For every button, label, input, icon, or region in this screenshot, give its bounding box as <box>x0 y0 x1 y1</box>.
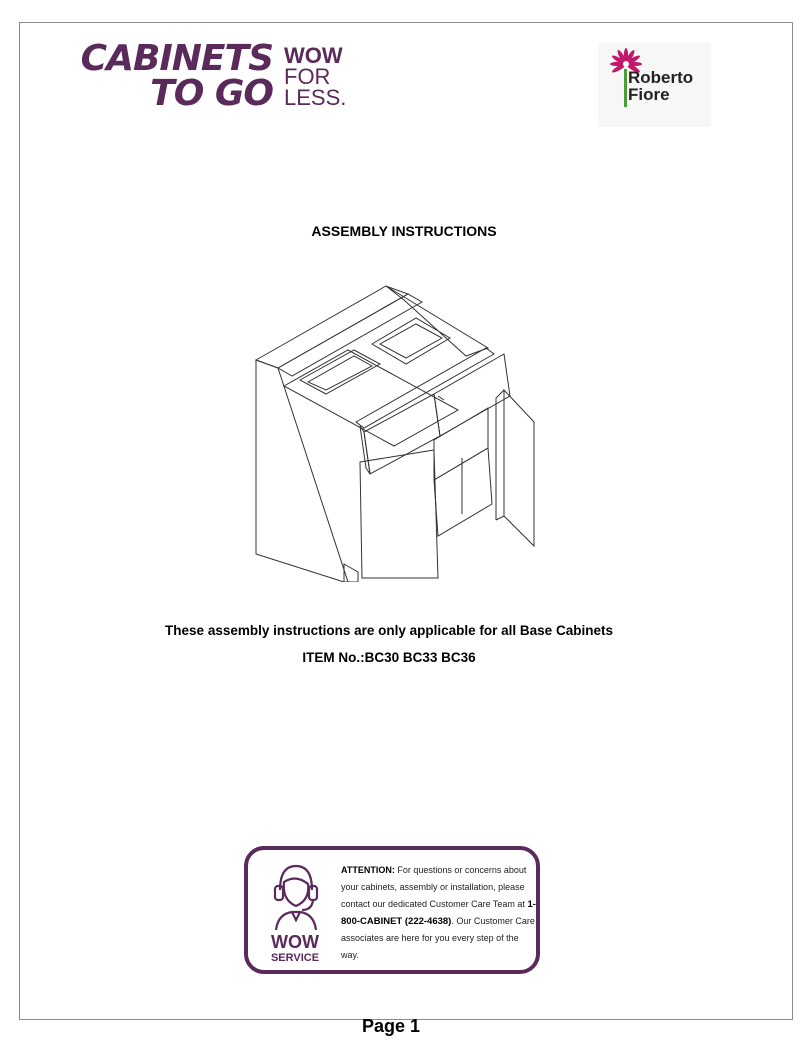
attention-box <box>244 846 540 974</box>
logo-line-1: CABINETS <box>80 38 273 79</box>
logo-line-2: TO GO <box>150 73 273 114</box>
tagline-for: FOR <box>284 64 331 89</box>
base-cabinet-illustration <box>248 282 538 582</box>
attention-text <box>341 862 537 964</box>
tagline-wow: WOW <box>284 43 343 68</box>
wow-service-badge <box>260 860 330 968</box>
attention-message: For questions or concerns about your cabinets, assembly or installation, please contact our dedicated Customer Care Team at <box>341 865 527 909</box>
applicability-note: These assembly instructions are only applicable for all Base Cabinets <box>165 623 613 638</box>
customer-care-phone[interactable]: 1-800-CABINET (222-4638) <box>341 899 536 927</box>
roberto-fiore-logo <box>598 43 711 127</box>
roberto-fiore-wordmark <box>628 69 693 103</box>
wordmark-line-2: Fiore <box>628 85 670 104</box>
page-number: Page 1 <box>361 1016 421 1036</box>
wordmark-line-1: Roberto <box>628 68 694 87</box>
badge-wow: WOW <box>271 932 319 952</box>
page-title: ASSEMBLY INSTRUCTIONS <box>311 223 497 239</box>
logo-tagline <box>284 45 346 108</box>
item-numbers: ITEM No.:BC30 BC33 BC36 <box>302 650 476 665</box>
badge-service: SERVICE <box>270 952 320 964</box>
flower-stem <box>624 69 627 107</box>
attention-message-end: . Our Customer Care associates are here for you every step of the way. <box>341 916 535 960</box>
tagline-less: LESS. <box>284 85 347 110</box>
cabinets-to-go-logo <box>68 38 358 117</box>
customer-service-agent-icon <box>260 860 330 938</box>
attention-label: ATTENTION: <box>341 865 395 875</box>
